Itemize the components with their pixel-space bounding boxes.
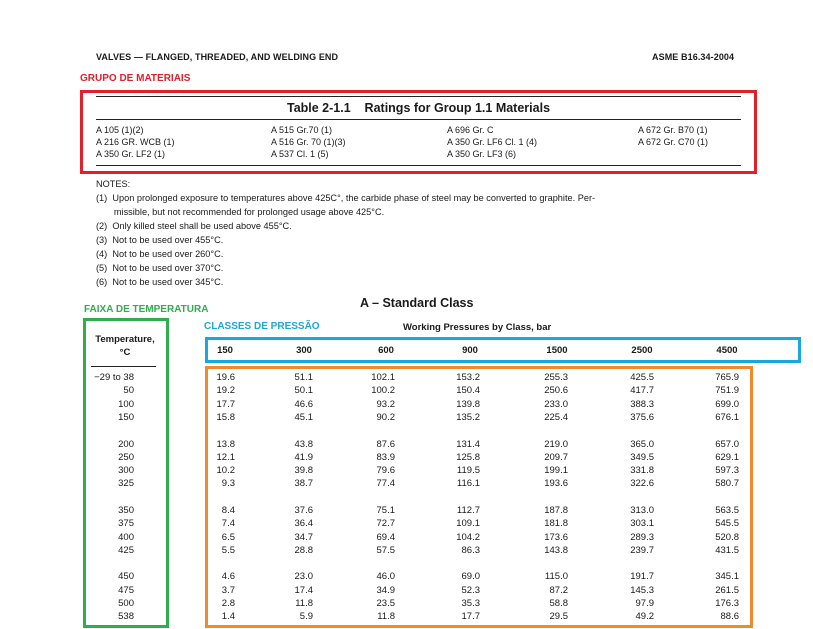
pressure-value-cell: 365.0 [630, 439, 654, 450]
pressure-value-cell: 375.6 [630, 412, 654, 423]
material-item: A 515 Gr.70 (1) [271, 125, 333, 135]
pressure-value-cell: 50.1 [294, 385, 313, 396]
pressure-value-cell: 38.7 [294, 478, 313, 489]
pressure-value-cell: 116.1 [456, 478, 480, 489]
pressure-value-cell: 46.0 [376, 571, 395, 582]
pressure-value-cell: 57.5 [376, 545, 395, 556]
pressure-value-cell: 345.1 [715, 571, 739, 582]
pressure-value-cell: 289.3 [630, 532, 654, 543]
pressure-value-cell: 5.5 [221, 545, 235, 556]
temperature-annotation: FAIXA DE TEMPERATURA [84, 304, 209, 315]
pressure-value-cell: 17.7 [461, 611, 480, 622]
pressure-value-cell: 51.1 [294, 372, 313, 383]
pressure-value-cell: 69.0 [461, 571, 480, 582]
pressure-value-cell: 17.4 [294, 585, 313, 596]
pressure-value-cell: 597.3 [715, 465, 739, 476]
note-item: (5) Not to be used over 370°C. [96, 263, 224, 273]
pressure-value-cell: 119.5 [456, 465, 480, 476]
temperature-cell: 425 [118, 545, 134, 556]
pressure-value-cell: 219.0 [544, 439, 568, 450]
temperature-cell: 200 [118, 439, 134, 450]
pressure-value-cell: 12.1 [216, 452, 235, 463]
temperature-cell: 150 [118, 412, 134, 423]
temperature-header-line1: Temperature, [95, 334, 155, 345]
pressure-value-cell: 8.4 [221, 505, 235, 516]
pressure-value-cell: 17.7 [216, 399, 235, 410]
pressure-value-cell: 7.4 [221, 518, 235, 529]
pressure-class-4500: 4500 [716, 345, 738, 356]
material-item: A 216 GR. WCB (1) [96, 137, 175, 147]
pressure-value-cell: 239.7 [630, 545, 654, 556]
pressure-classes-annotation: CLASSES DE PRESSÃO [204, 321, 320, 332]
material-item: A 350 Gr. LF6 Cl. 1 (4) [447, 137, 538, 147]
material-item: A 696 Gr. C [447, 125, 494, 135]
temperature-cell: 538 [118, 611, 134, 622]
pressure-class-2500: 2500 [631, 345, 653, 356]
table-title: Table 2-1.1 Ratings for Group 1.1 Materials [286, 101, 551, 115]
pressure-value-cell: 181.8 [544, 518, 568, 529]
pressure-value-cell: 313.0 [630, 505, 654, 516]
pressure-value-cell: 131.4 [456, 439, 480, 450]
pressure-value-cell: 176.3 [715, 598, 739, 609]
pressure-value-cell: 145.3 [630, 585, 654, 596]
pressure-value-cell: 125.8 [456, 452, 480, 463]
pressure-value-cell: 34.9 [376, 585, 395, 596]
pressure-value-cell: 19.2 [216, 385, 235, 396]
pressure-value-cell: 580.7 [715, 478, 739, 489]
pressure-value-cell: 563.5 [715, 505, 739, 516]
pressure-value-cell: 209.7 [544, 452, 568, 463]
temperature-header-line2: °C [119, 347, 131, 358]
pressure-class-1500: 1500 [546, 345, 568, 356]
pressure-class-600: 600 [378, 345, 394, 356]
temperature-cell: −29 to 38 [94, 372, 134, 383]
pressure-value-cell: 102.1 [371, 372, 395, 383]
pressure-value-cell: 37.6 [294, 505, 313, 516]
pressure-value-cell: 425.5 [630, 372, 654, 383]
temperature-cell: 375 [118, 518, 134, 529]
pressure-value-cell: 199.1 [544, 465, 568, 476]
pressure-value-cell: 153.2 [456, 372, 480, 383]
pressure-value-cell: 187.8 [544, 505, 568, 516]
temperature-cell: 250 [118, 452, 134, 463]
pressure-value-cell: 52.3 [461, 585, 480, 596]
pressure-value-cell: 322.6 [630, 478, 654, 489]
pressure-value-cell: 303.1 [630, 518, 654, 529]
pressure-value-cell: 139.8 [456, 399, 480, 410]
pressure-value-cell: 23.5 [376, 598, 395, 609]
pressure-value-cell: 72.7 [376, 518, 395, 529]
pressure-value-cell: 6.5 [221, 532, 235, 543]
pressure-value-cell: 1.4 [221, 611, 235, 622]
pressure-value-cell: 77.4 [376, 478, 395, 489]
pressure-value-cell: 255.3 [544, 372, 568, 383]
pressure-value-cell: 657.0 [715, 439, 739, 450]
pressure-value-cell: 69.4 [376, 532, 395, 543]
pressure-value-cell: 88.6 [720, 611, 739, 622]
pressure-value-cell: 15.8 [216, 412, 235, 423]
pressure-value-cell: 58.8 [549, 598, 568, 609]
pressure-value-cell: 45.1 [294, 412, 313, 423]
pressure-value-cell: 765.9 [715, 372, 739, 383]
pressure-value-cell: 233.0 [544, 399, 568, 410]
pressure-value-cell: 49.2 [635, 611, 654, 622]
pressure-value-cell: 193.6 [544, 478, 568, 489]
pressure-value-cell: 29.5 [549, 611, 568, 622]
temp-column-rule [91, 366, 156, 367]
pressure-value-cell: 28.8 [294, 545, 313, 556]
pressure-value-cell: 250.6 [544, 385, 568, 396]
pressure-value-cell: 19.6 [216, 372, 235, 383]
pressure-value-cell: 9.3 [221, 478, 235, 489]
note-item: missible, but not recommended for prolonged usage above 425°C. [96, 207, 385, 217]
pressure-value-cell: 87.2 [549, 585, 568, 596]
pressure-value-cell: 520.8 [715, 532, 739, 543]
pressure-value-cell: 173.6 [544, 532, 568, 543]
material-item: A 350 Gr. LF3 (6) [447, 149, 517, 159]
temperature-cell: 450 [118, 571, 134, 582]
pressure-value-cell: 150.4 [456, 385, 480, 396]
pressure-value-cell: 34.7 [294, 532, 313, 543]
pressure-value-cell: 11.8 [295, 598, 313, 609]
pressure-value-cell: 331.8 [630, 465, 654, 476]
pressure-value-cell: 97.9 [635, 598, 654, 609]
pressure-value-cell: 699.0 [715, 399, 739, 410]
pressure-value-cell: 431.5 [715, 545, 739, 556]
pressure-value-cell: 109.1 [456, 518, 480, 529]
pressure-value-cell: 3.7 [221, 585, 235, 596]
temperature-cell: 50 [123, 385, 134, 396]
temperature-cell: 100 [118, 399, 134, 410]
note-item: (3) Not to be used over 455°C. [96, 235, 224, 245]
temperature-cell: 475 [118, 585, 134, 596]
pressure-value-cell: 100.2 [371, 385, 395, 396]
pressure-value-cell: 388.3 [630, 399, 654, 410]
pressure-value-cell: 143.8 [544, 545, 568, 556]
pressure-value-cell: 41.9 [294, 452, 313, 463]
material-item: A 672 Gr. C70 (1) [638, 137, 709, 147]
pressure-value-cell: 83.9 [376, 452, 395, 463]
pressure-value-cell: 261.5 [715, 585, 739, 596]
pressure-value-cell: 87.6 [376, 439, 395, 450]
working-pressures-label: Working Pressures by Class, bar [403, 322, 552, 333]
pressure-value-cell: 13.8 [216, 439, 235, 450]
pressure-value-cell: 86.3 [461, 545, 480, 556]
temperature-header [89, 333, 161, 359]
pressure-value-cell: 225.4 [544, 412, 568, 423]
pressure-value-cell: 104.2 [456, 532, 480, 543]
temperature-cell: 350 [118, 505, 134, 516]
pressure-value-cell: 112.7 [456, 505, 480, 516]
temperature-cell: 300 [118, 465, 134, 476]
pressure-value-cell: 2.8 [221, 598, 235, 609]
material-item: A 537 Cl. 1 (5) [271, 149, 329, 159]
pressure-value-cell: 545.5 [715, 518, 739, 529]
table-bottom-rule [96, 165, 741, 166]
pressure-value-cell: 75.1 [376, 505, 395, 516]
material-item: A 672 Gr. B70 (1) [638, 125, 708, 135]
pressure-value-cell: 676.1 [715, 412, 739, 423]
pressure-value-cell: 35.3 [461, 598, 480, 609]
pressure-value-cell: 23.0 [294, 571, 313, 582]
pressure-value-cell: 5.9 [299, 611, 313, 622]
pressure-value-cell: 751.9 [715, 385, 739, 396]
pressure-value-cell: 4.6 [221, 571, 235, 582]
table-title-rule [96, 119, 741, 120]
pressure-value-cell: 115.0 [544, 571, 568, 582]
running-header-left: VALVES — FLANGED, THREADED, AND WELDING END [96, 52, 339, 62]
pressure-value-cell: 191.7 [630, 571, 654, 582]
running-header-right: ASME B16.34-2004 [652, 52, 735, 62]
temperature-cell: 325 [118, 478, 134, 489]
material-item: A 105 (1)(2) [96, 125, 144, 135]
material-item: A 516 Gr. 70 (1)(3) [271, 137, 346, 147]
pressure-value-cell: 11.8 [377, 611, 395, 622]
pressure-value-cell: 39.8 [294, 465, 313, 476]
pressure-class-300: 300 [296, 345, 312, 356]
note-item: (1) Upon prolonged exposure to temperatures above 425C°, the carbide phase of steel may be converted to graphite. Per- [96, 193, 596, 203]
note-item: (4) Not to be used over 260°C. [96, 249, 224, 259]
pressure-value-cell: 349.5 [630, 452, 654, 463]
pressure-value-cell: 43.8 [294, 439, 313, 450]
pressure-value-cell: 46.6 [294, 399, 313, 410]
temperature-cell: 500 [118, 598, 134, 609]
materials-annotation: GRUPO DE MATERIAIS [80, 73, 191, 84]
section-title: A – Standard Class [360, 296, 474, 310]
pressure-value-cell: 629.1 [715, 452, 739, 463]
note-item: (6) Not to be used over 345°C. [96, 277, 224, 287]
pressure-value-cell: 36.4 [294, 518, 313, 529]
note-item: (2) Only killed steel shall be used above 455°C. [96, 221, 292, 231]
material-item: A 350 Gr. LF2 (1) [96, 149, 166, 159]
pressure-class-150: 150 [217, 345, 233, 356]
pressure-value-cell: 90.2 [376, 412, 395, 423]
pressure-value-cell: 417.7 [630, 385, 654, 396]
temperature-cell: 400 [118, 532, 134, 543]
pressure-value-cell: 79.6 [376, 465, 395, 476]
pressure-class-900: 900 [462, 345, 478, 356]
pressure-value-cell: 93.2 [376, 399, 395, 410]
notes-title: NOTES: [96, 179, 131, 189]
table-top-rule [96, 96, 741, 97]
pressure-value-cell: 10.2 [216, 465, 235, 476]
pressure-value-cell: 135.2 [456, 412, 480, 423]
